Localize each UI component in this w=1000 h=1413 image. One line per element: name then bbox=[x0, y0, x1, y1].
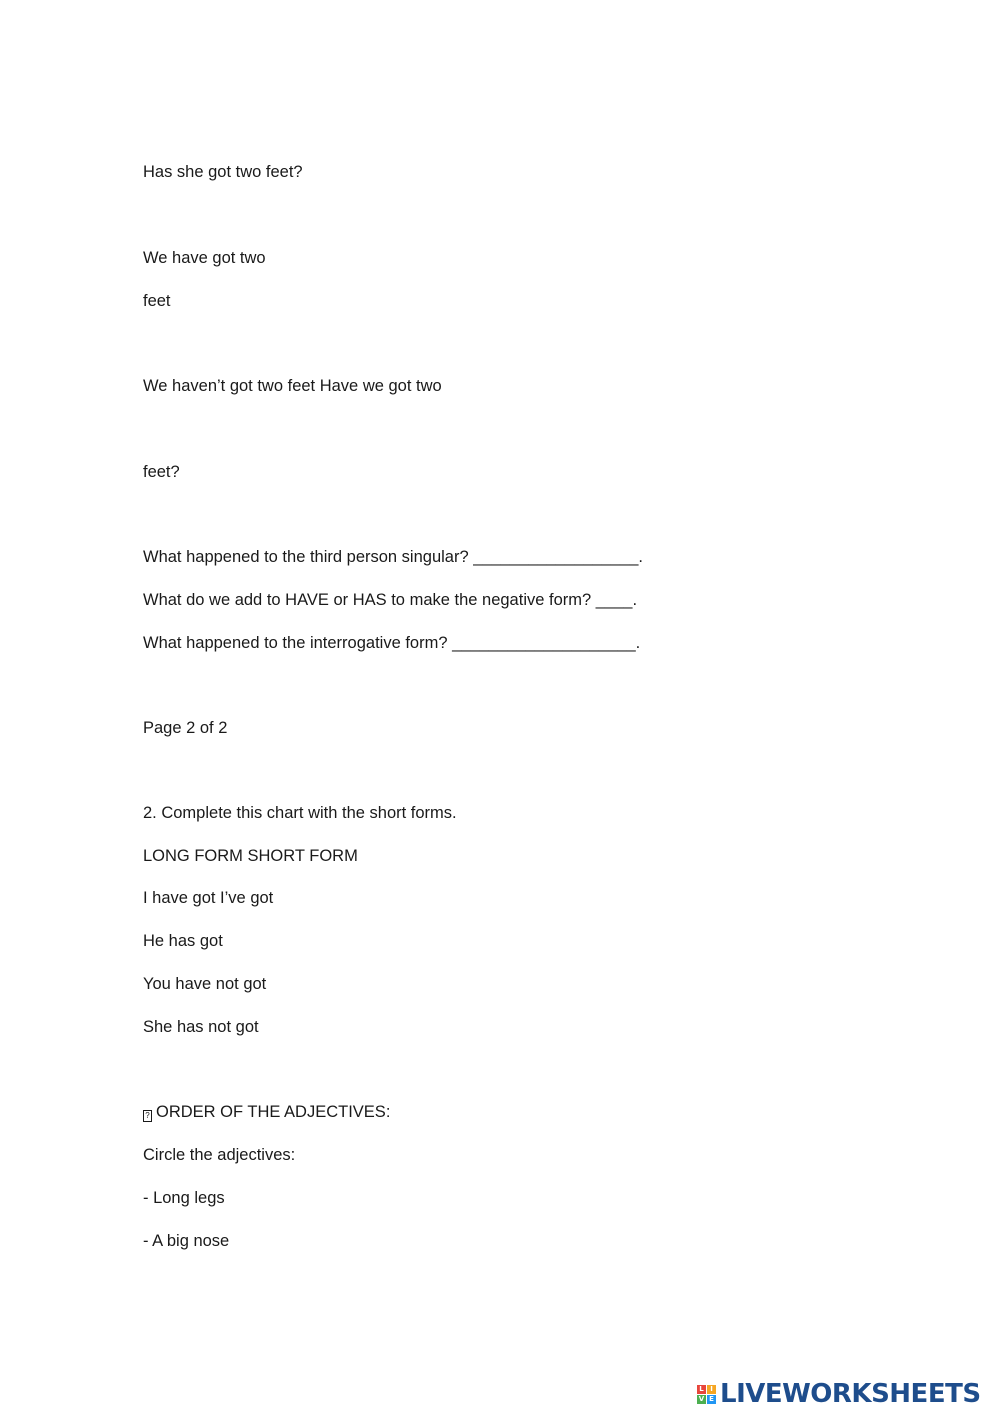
liveworksheets-logo-icon bbox=[697, 1385, 716, 1404]
chart-row-2: He has got bbox=[143, 932, 223, 950]
sentence-feet: feet bbox=[143, 292, 171, 310]
logo-letter-e: E bbox=[707, 1395, 716, 1404]
sentence-has-she-got: Has she got two feet? bbox=[143, 163, 303, 181]
logo-letter-v: V bbox=[698, 1394, 705, 1403]
question-negative-form: What do we add to HAVE or HAS to make the negative form? ____. bbox=[143, 591, 638, 609]
chart-header: LONG FORM SHORT FORM bbox=[143, 847, 358, 865]
section-order-adjectives bbox=[143, 1102, 390, 1122]
section-title-text: ORDER OF THE ADJECTIVES: bbox=[156, 1103, 391, 1121]
logo-wordmark: LIVEWORKSHEETS bbox=[720, 1379, 981, 1409]
chart-row-1: I have got I’ve got bbox=[143, 889, 274, 907]
missing-glyph-icon: ? bbox=[143, 1110, 152, 1122]
adjective-item-2: - A big nose bbox=[143, 1232, 230, 1250]
sentence-we-have-got: We have got two bbox=[143, 249, 266, 267]
sentence-we-havent-got: We haven’t got two feet Have we got two bbox=[143, 377, 442, 395]
liveworksheets-logo[interactable] bbox=[697, 1378, 981, 1410]
chart-row-3: You have not got bbox=[143, 975, 267, 993]
chart-row-4: She has not got bbox=[143, 1018, 259, 1036]
question-interrogative-form: What happened to the interrogative form? ____________________. bbox=[143, 634, 641, 652]
adjective-item-1: - Long legs bbox=[143, 1189, 225, 1207]
logo-letter-i: I bbox=[707, 1385, 716, 1394]
exercise-2-title: 2. Complete this chart with the short forms. bbox=[143, 804, 457, 822]
question-third-person: What happened to the third person singular? __________________. bbox=[143, 548, 643, 566]
logo-letter-l: L bbox=[697, 1385, 706, 1394]
sentence-feet-question: feet? bbox=[143, 463, 180, 481]
circle-instruction: Circle the adjectives: bbox=[143, 1146, 296, 1164]
page-number: Page 2 of 2 bbox=[143, 719, 228, 737]
